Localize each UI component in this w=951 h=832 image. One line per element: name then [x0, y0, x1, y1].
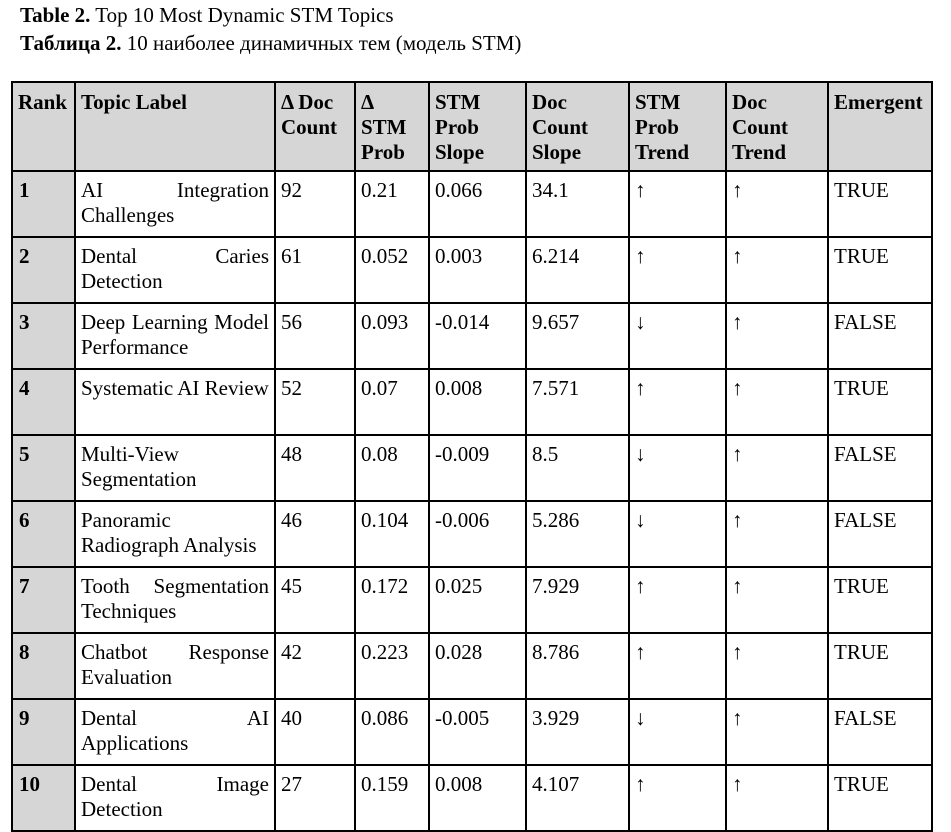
cell-stm-prob-trend-arrow: ↑: [629, 633, 726, 699]
cell-topic-label: Panoramic Radiograph Analysis: [75, 501, 275, 567]
table-row: [12, 633, 932, 699]
cell-stm-prob-slope: 0.028: [429, 633, 526, 699]
cell-stm-prob-trend-arrow: ↑: [629, 237, 726, 303]
cell-doc-count-trend-arrow: ↑: [726, 237, 828, 303]
cell-topic-label: Tooth Segmentation Techniques: [75, 567, 275, 633]
cell-emergent: TRUE: [828, 567, 932, 633]
cell-topic-label: Chatbot Response Evaluation: [75, 633, 275, 699]
header-rank: Rank: [12, 82, 75, 171]
header-topic-label: Topic Label: [75, 82, 275, 171]
cell-delta-doc-count: 92: [275, 171, 355, 237]
cell-doc-count-slope: 9.657: [526, 303, 629, 369]
cell-stm-prob-slope: 0.025: [429, 567, 526, 633]
cell-stm-prob-slope: -0.009: [429, 435, 526, 501]
cell-delta-stm-prob: 0.093: [355, 303, 429, 369]
cell-topic-label: Deep Learning Model Performance: [75, 303, 275, 369]
cell-emergent: TRUE: [828, 369, 932, 435]
cell-rank: 9: [12, 699, 75, 765]
header-doc-count-trend: Doc Count Trend: [726, 82, 828, 171]
cell-delta-doc-count: 48: [275, 435, 355, 501]
cell-rank: 3: [12, 303, 75, 369]
table-row: [12, 303, 932, 369]
cell-doc-count-slope: 34.1: [526, 171, 629, 237]
cell-delta-stm-prob: 0.086: [355, 699, 429, 765]
cell-rank: 7: [12, 567, 75, 633]
caption-english-text: Top 10 Most Dynamic STM Topics: [90, 3, 394, 27]
cell-delta-stm-prob: 0.223: [355, 633, 429, 699]
cell-delta-stm-prob: 0.159: [355, 765, 429, 831]
table-body: [12, 171, 932, 831]
cell-doc-count-slope: 5.286: [526, 501, 629, 567]
cell-emergent: TRUE: [828, 237, 932, 303]
cell-doc-count-slope: 8.786: [526, 633, 629, 699]
header-doc-count-slope: Doc Count Slope: [526, 82, 629, 171]
cell-delta-doc-count: 42: [275, 633, 355, 699]
cell-doc-count-slope: 3.929: [526, 699, 629, 765]
cell-doc-count-slope: 4.107: [526, 765, 629, 831]
table-row: [12, 567, 932, 633]
cell-stm-prob-trend-arrow: ↓: [629, 501, 726, 567]
cell-stm-prob-trend-arrow: ↑: [629, 567, 726, 633]
cell-rank: 8: [12, 633, 75, 699]
cell-stm-prob-slope: -0.006: [429, 501, 526, 567]
cell-delta-doc-count: 45: [275, 567, 355, 633]
cell-doc-count-trend-arrow: ↑: [726, 435, 828, 501]
cell-topic-label: Dental AI Applications: [75, 699, 275, 765]
header-emergent: Emergent: [828, 82, 932, 171]
cell-stm-prob-trend-arrow: ↑: [629, 171, 726, 237]
cell-emergent: TRUE: [828, 171, 932, 237]
table-row: [12, 171, 932, 237]
cell-rank: 1: [12, 171, 75, 237]
cell-stm-prob-trend-arrow: ↓: [629, 435, 726, 501]
cell-stm-prob-slope: 0.003: [429, 237, 526, 303]
table-row: [12, 765, 932, 831]
cell-delta-stm-prob: 0.104: [355, 501, 429, 567]
cell-doc-count-trend-arrow: ↑: [726, 699, 828, 765]
table-row: [12, 369, 932, 435]
header-delta-doc-count: Δ Doc Count: [275, 82, 355, 171]
cell-topic-label: Multi-View Segmentation: [75, 435, 275, 501]
cell-emergent: TRUE: [828, 633, 932, 699]
cell-delta-doc-count: 56: [275, 303, 355, 369]
table-row: [12, 435, 932, 501]
cell-delta-stm-prob: 0.21: [355, 171, 429, 237]
cell-stm-prob-trend-arrow: ↓: [629, 303, 726, 369]
cell-rank: 4: [12, 369, 75, 435]
cell-doc-count-slope: 6.214: [526, 237, 629, 303]
caption-russian-text: 10 наиболее динамичных тем (модель STM): [121, 31, 522, 55]
caption-russian-prefix: Таблица 2.: [20, 31, 122, 55]
cell-stm-prob-slope: 0.008: [429, 369, 526, 435]
cell-stm-prob-trend-arrow: ↑: [629, 369, 726, 435]
cell-emergent: FALSE: [828, 699, 932, 765]
cell-delta-stm-prob: 0.052: [355, 237, 429, 303]
cell-rank: 6: [12, 501, 75, 567]
cell-doc-count-slope: 8.5: [526, 435, 629, 501]
cell-doc-count-trend-arrow: ↑: [726, 303, 828, 369]
cell-rank: 10: [12, 765, 75, 831]
cell-emergent: FALSE: [828, 501, 932, 567]
cell-doc-count-trend-arrow: ↑: [726, 765, 828, 831]
cell-doc-count-trend-arrow: ↑: [726, 369, 828, 435]
cell-stm-prob-slope: 0.066: [429, 171, 526, 237]
cell-delta-doc-count: 46: [275, 501, 355, 567]
cell-delta-stm-prob: 0.172: [355, 567, 429, 633]
cell-topic-label: AI Integration Challenges: [75, 171, 275, 237]
cell-delta-doc-count: 61: [275, 237, 355, 303]
topics-table: [11, 81, 933, 832]
caption-english-prefix: Table 2.: [20, 3, 91, 27]
header-stm-prob-slope: STM Prob Slope: [429, 82, 526, 171]
table-caption-russian: [20, 30, 521, 56]
cell-emergent: TRUE: [828, 765, 932, 831]
cell-topic-label: Systematic AI Review: [75, 369, 275, 435]
cell-doc-count-trend-arrow: ↑: [726, 567, 828, 633]
table-caption-english: [20, 2, 394, 28]
cell-stm-prob-slope: -0.005: [429, 699, 526, 765]
cell-delta-doc-count: 27: [275, 765, 355, 831]
cell-delta-stm-prob: 0.07: [355, 369, 429, 435]
cell-doc-count-trend-arrow: ↑: [726, 171, 828, 237]
table-row: [12, 237, 932, 303]
cell-delta-doc-count: 52: [275, 369, 355, 435]
table-row: [12, 699, 932, 765]
cell-emergent: FALSE: [828, 435, 932, 501]
cell-stm-prob-trend-arrow: ↓: [629, 699, 726, 765]
header-stm-prob-trend: STM Prob Trend: [629, 82, 726, 171]
header-delta-stm-prob: Δ STM Prob: [355, 82, 429, 171]
cell-rank: 2: [12, 237, 75, 303]
cell-stm-prob-slope: 0.008: [429, 765, 526, 831]
cell-stm-prob-trend-arrow: ↑: [629, 765, 726, 831]
cell-delta-doc-count: 40: [275, 699, 355, 765]
cell-doc-count-trend-arrow: ↑: [726, 633, 828, 699]
cell-emergent: FALSE: [828, 303, 932, 369]
cell-topic-label: Dental Caries Detection: [75, 237, 275, 303]
cell-doc-count-slope: 7.571: [526, 369, 629, 435]
cell-doc-count-slope: 7.929: [526, 567, 629, 633]
cell-rank: 5: [12, 435, 75, 501]
cell-stm-prob-slope: -0.014: [429, 303, 526, 369]
table-header-row: [12, 82, 932, 171]
cell-doc-count-trend-arrow: ↑: [726, 501, 828, 567]
table-row: [12, 501, 932, 567]
cell-delta-stm-prob: 0.08: [355, 435, 429, 501]
cell-topic-label: Dental Image Detection: [75, 765, 275, 831]
